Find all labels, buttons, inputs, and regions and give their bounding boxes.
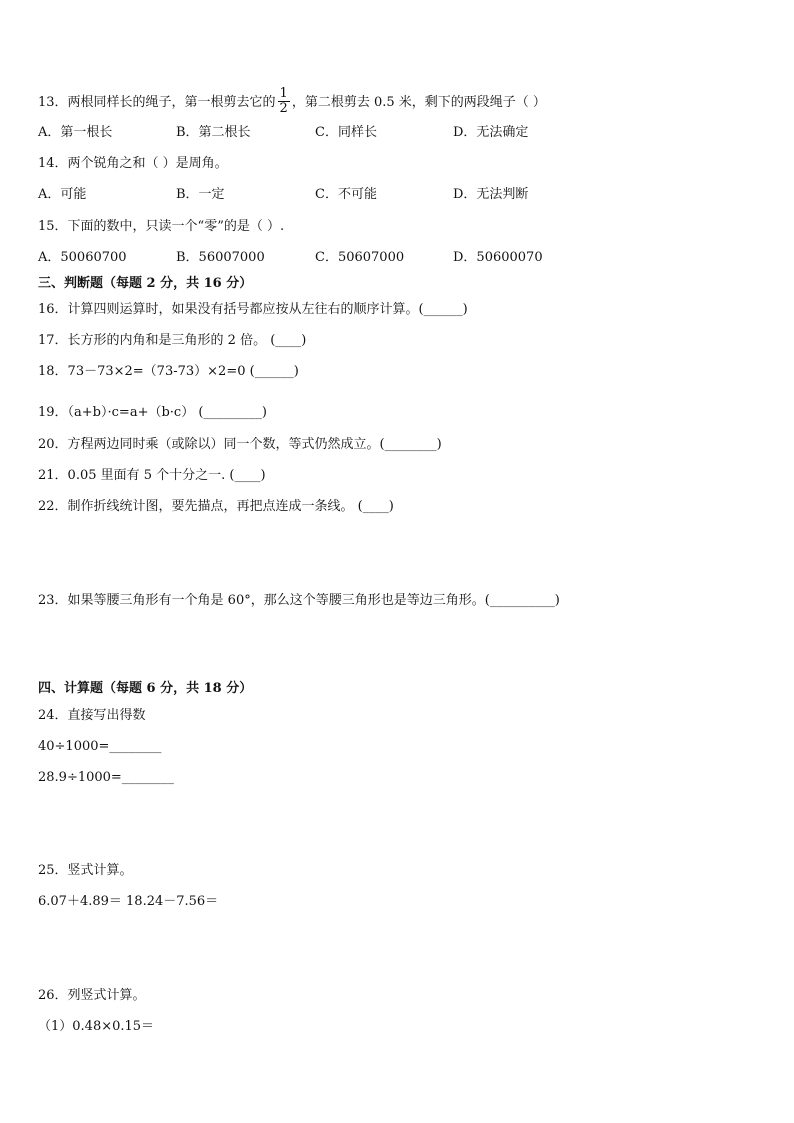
q15-option-b[interactable]: B．56007000: [176, 250, 265, 265]
question-23: 23．如果等腰三角形有一个角是 60°，那么这个等腰三角形也是等边三角形。(__________): [38, 593, 560, 608]
q13-option-c[interactable]: C．同样长: [315, 125, 377, 140]
section-4-title: 四、计算题（每题 6 分，共 18 分）: [38, 681, 253, 696]
fraction-one-half: [278, 87, 290, 116]
question-13: [38, 88, 546, 117]
q13-option-b[interactable]: B．第二根长: [176, 125, 251, 140]
fraction-numerator: 1: [279, 86, 288, 101]
question-24-item-2: 28.9÷1000=________: [38, 770, 174, 785]
q14-option-d[interactable]: D．无法判断: [453, 187, 529, 202]
question-24-item-1: 40÷1000=________: [38, 739, 162, 754]
question-18: 18．73－73×2=（73-73）×2=0 (______): [38, 364, 299, 379]
question-21: 21．0.05 里面有 5 个十分之一. (____): [38, 468, 266, 483]
question-26-title: 26．列竖式计算。: [38, 988, 146, 1003]
question-24-title: 24．直接写出得数: [38, 708, 146, 723]
q13-option-a[interactable]: A．第一根长: [38, 125, 113, 140]
q13-option-d[interactable]: D．无法确定: [453, 125, 529, 140]
q14-option-b[interactable]: B．一定: [176, 187, 225, 202]
question-16: 16．计算四则运算时，如果没有括号都应按从左往右的顺序计算。(______): [38, 302, 468, 317]
q15-option-c[interactable]: C．50607000: [315, 250, 405, 265]
question-22: 22．制作折线统计图，要先描点，再把点连成一条线。 (____): [38, 499, 394, 514]
question-14: 14．两个锐角之和（ ）是周角。: [38, 156, 228, 171]
q15-option-d[interactable]: D．50600070: [453, 250, 543, 265]
question-13-text-b: ，第二根剪去 0.5 米，剩下的两段绳子（ ）: [291, 95, 546, 110]
fraction-denominator: 2: [279, 101, 288, 116]
question-17: 17．长方形的内角和是三角形的 2 倍。 (____): [38, 333, 307, 348]
q14-option-c[interactable]: C．不可能: [315, 187, 377, 202]
question-25-items: 6.07＋4.89＝ 18.24－7.56＝: [38, 894, 219, 909]
question-25-title: 25．竖式计算。: [38, 863, 133, 878]
question-13-text-a: 13．两根同样长的绳子，第一根剪去它的: [38, 95, 276, 110]
question-20: 20．方程两边同时乘（或除以）同一个数，等式仍然成立。(________): [38, 437, 442, 452]
question-26-items: （1）0.48×0.15＝: [38, 1019, 155, 1034]
section-3-title: 三、判断题（每题 2 分，共 16 分）: [38, 276, 253, 291]
question-19: 19．（a+b）·c=a+（b·c） (_________): [38, 405, 267, 420]
q15-option-a[interactable]: A．50060700: [38, 250, 127, 265]
q14-option-a[interactable]: A．可能: [38, 187, 87, 202]
question-15: 15．下面的数中，只读一个“零”的是（ ）.: [38, 219, 285, 234]
